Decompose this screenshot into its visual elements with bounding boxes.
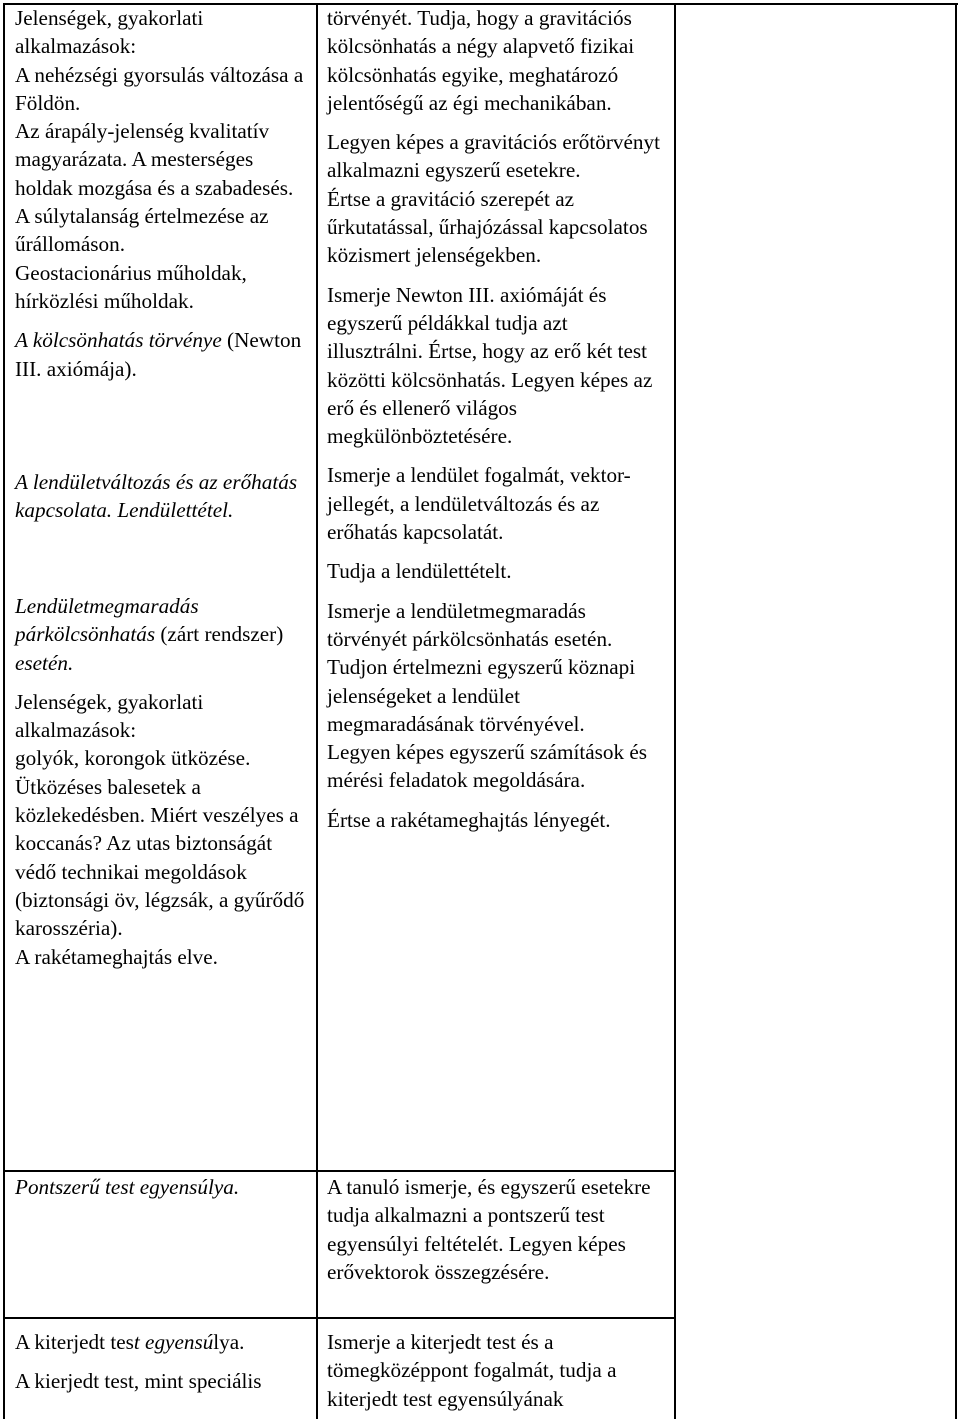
spacer bbox=[327, 117, 667, 128]
text-paragraph: Tudja a lendülettételt. bbox=[327, 559, 512, 584]
blank-lines bbox=[15, 524, 307, 581]
topic-heading bbox=[15, 592, 307, 677]
column-divider bbox=[674, 5, 676, 1419]
text-paragraph: Ismerje a kiterjedt test és a tömegközéppont fogalmát, tudja a kiterjedt test egyensúlyának bbox=[327, 1330, 617, 1411]
spacer bbox=[15, 677, 307, 688]
spacer bbox=[327, 450, 667, 461]
cell-requirements-top bbox=[327, 4, 667, 834]
text-run: lya. bbox=[213, 1330, 245, 1354]
topic-heading: A lendületváltozás és az erőhatás kapcsolata. Lendülettétel. bbox=[15, 469, 298, 523]
table-right-border bbox=[955, 5, 957, 1419]
text-run: A kiterjedt tes bbox=[15, 1330, 134, 1354]
text-paragraph: törvényét. Tudja, hogy a gravitációs kölcsönhatás a négy alapvető fizikai kölcsönhatás egyike, meghatározó jelentőségű az égi mechanikában. bbox=[327, 6, 635, 115]
spacer bbox=[327, 270, 667, 281]
text-paragraph: A nehézségi gyorsulás változása a Földön. bbox=[15, 62, 304, 115]
topic-heading bbox=[15, 326, 307, 383]
text-paragraph: A kierjedt test, mint speciális bbox=[15, 1369, 262, 1394]
text-paragraph: A rakétameghajtás elve. bbox=[15, 944, 218, 969]
cell-requirements-bottom bbox=[327, 1328, 667, 1413]
text-paragraph: Geostacionárius műholdak, hírközlési műholdak. bbox=[15, 260, 247, 313]
topic-heading bbox=[15, 1328, 307, 1356]
spacer bbox=[15, 315, 307, 326]
text-paragraph: Legyen képes a gravitációs erőtörvényt alkalmazni egyszerű esetekre. bbox=[327, 130, 660, 183]
spacer bbox=[327, 795, 667, 806]
blank-lines bbox=[15, 383, 307, 468]
topic-heading: Pontszerű test egyensúlya. bbox=[15, 1175, 240, 1199]
cell-topics-bottom bbox=[15, 1328, 307, 1396]
text-paragraph: Ismerje a lendület fogalmát, vektor-jellegét, a lendületváltozás és az erőhatás kapcsolatát. bbox=[327, 463, 631, 545]
spacer bbox=[327, 546, 667, 557]
text-paragraph: Ütközéses balesetek a közlekedésben. Miért veszélyes a koccanás? Az utas biztonságát védő technikai megoldások (biztonsági öv, légzsák, a gyűrődő karosszéria). bbox=[15, 774, 305, 941]
cell-requirements-middle bbox=[327, 1173, 667, 1286]
text-paragraph: Értse a rakétameghajtás lényegét. bbox=[327, 807, 611, 832]
text-run: (zárt rendszer) bbox=[160, 622, 284, 647]
text-paragraph: Jelenségek, gyakorlati alkalmazások: bbox=[15, 6, 204, 59]
text-run: Lendületmegmaradás párkölcsönhatás bbox=[15, 593, 199, 647]
text-paragraph: Az árapály-jelenség kvalitatív magyarázata. A mesterséges holdak mozgása és a szabadesés. bbox=[15, 119, 294, 200]
text-paragraph: Értse a gravitáció szerepét az űrkutatással, űrhajózással kapcsolatos közismert jelenségekben. bbox=[327, 186, 648, 268]
spacer bbox=[327, 586, 667, 597]
text-paragraph: golyók, korongok ütközése. bbox=[15, 746, 251, 771]
text-paragraph: A súlytalanság értelmezése az űrállomáson. bbox=[15, 204, 269, 257]
topic-heading-note: (Newton III. axiómája). bbox=[15, 328, 302, 381]
text-run: t egyensú bbox=[133, 1330, 214, 1354]
column-divider bbox=[316, 5, 318, 1419]
text-paragraph: Legyen képes egyszerű számítások és mérési feladatok megoldására. bbox=[327, 740, 648, 793]
cell-topics-top bbox=[15, 4, 307, 971]
row-divider bbox=[5, 1317, 674, 1319]
text-paragraph: A tanuló ismerje, és egyszerű esetekre tudja alkalmazni a pontszerű test egyensúlyi feltételét. Legyen képes erővektorok összegzésére. bbox=[327, 1175, 651, 1284]
topic-heading-italic: A kölcsönhatás törvénye bbox=[15, 328, 222, 353]
spacer bbox=[15, 1356, 307, 1367]
spacer bbox=[15, 581, 307, 592]
text-paragraph: Jelenségek, gyakorlati alkalmazások: bbox=[15, 689, 204, 743]
text-paragraph: Ismerje Newton III. axiómáját és egyszerű példákkal tudja azt illusztrálni. Értse, hogy az erő két test közötti kölcsönhatás. Legyen képes az erő és ellenerő világos megkülönböztetésére. bbox=[327, 282, 653, 449]
text-run: esetén. bbox=[15, 650, 74, 675]
text-paragraph: Ismerje a lendületmegmaradás törvényét párkölcsönhatás esetén. Tudjon értelmezni egyszerű köznapi jelenségeket a lendület megmaradásának törvényével. bbox=[327, 598, 636, 736]
row-divider bbox=[5, 1170, 674, 1172]
cell-topics-middle bbox=[15, 1173, 307, 1201]
